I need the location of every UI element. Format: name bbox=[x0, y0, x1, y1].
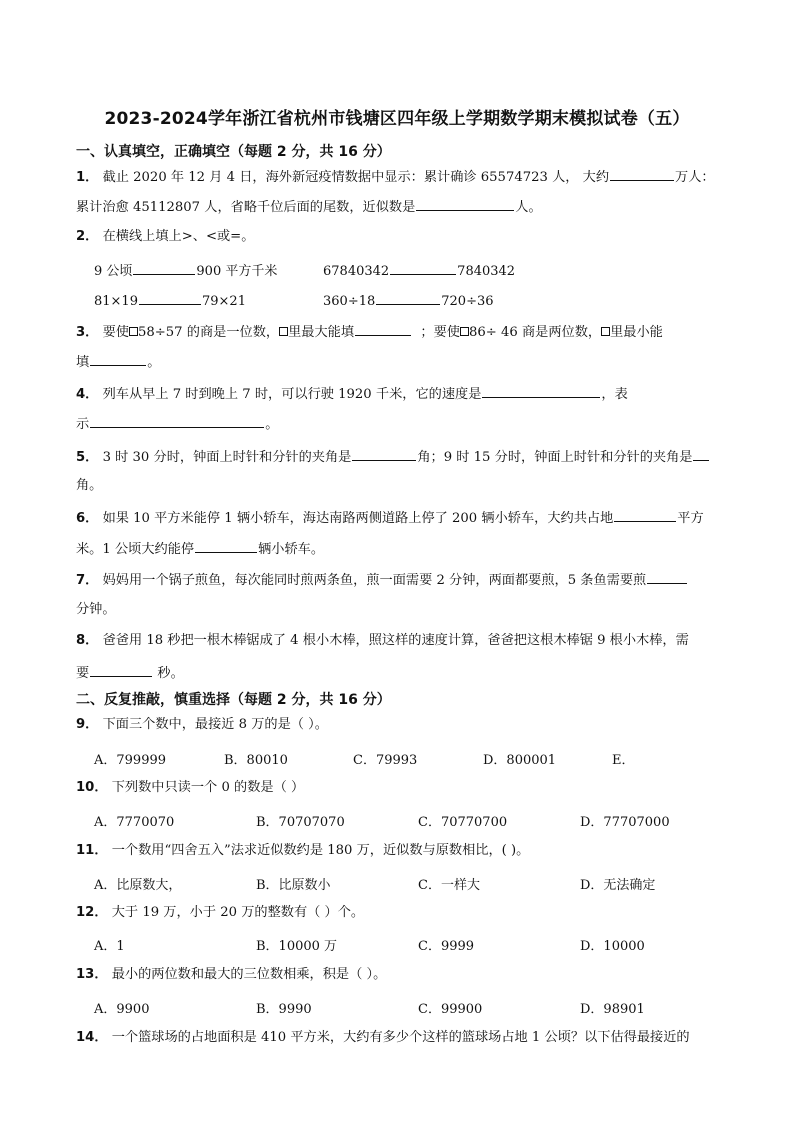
question-text: 。 bbox=[265, 417, 279, 432]
question-number: 3． bbox=[76, 325, 99, 340]
question-text: 角。 bbox=[76, 478, 103, 493]
question-5-line-2 bbox=[76, 476, 748, 496]
option-b[interactable]: B．比原数小 bbox=[256, 878, 331, 893]
question-3-line-2 bbox=[76, 351, 748, 373]
question-6-line-1 bbox=[76, 507, 748, 529]
question-7-line-2 bbox=[76, 600, 748, 620]
answer-blank[interactable] bbox=[139, 290, 201, 305]
option-e[interactable]: E． bbox=[612, 753, 635, 768]
compare-left: 67840342 bbox=[323, 264, 390, 279]
question-text: 爸爸用 18 秒把一根木棒锯成了 4 根小木棒，照这样的速度计算，爸爸把这根木棒锯 9 根小木棒，需 bbox=[102, 633, 689, 648]
question-text: 下列数中只读一个 0 的数是（ ） bbox=[111, 780, 305, 795]
question-text: 填 bbox=[76, 355, 90, 370]
option-a[interactable]: A．799999 bbox=[94, 753, 167, 768]
option-c[interactable]: C．9999 bbox=[418, 939, 475, 954]
answer-blank[interactable] bbox=[90, 351, 146, 366]
question-number: 10． bbox=[76, 780, 108, 795]
question-2-line bbox=[76, 227, 748, 247]
answer-blank[interactable] bbox=[390, 260, 456, 275]
question-text: 一个数用“四舍五入”法求近似数约是 180 万，近似数与原数相比，( )。 bbox=[111, 843, 530, 858]
answer-blank[interactable] bbox=[355, 321, 411, 336]
answer-blank[interactable] bbox=[90, 413, 264, 428]
compare-item-4 bbox=[323, 290, 494, 309]
exam-title: 2023-2024学年浙江省杭州市钱塘区四年级上学期数学期末模拟试卷（五） bbox=[104, 109, 690, 129]
question-number: 8． bbox=[76, 633, 99, 648]
question-4-line-2 bbox=[76, 413, 748, 435]
question-number: 4． bbox=[76, 387, 99, 402]
question-3-line-1 bbox=[76, 321, 748, 343]
square-box-icon bbox=[129, 327, 138, 336]
answer-blank[interactable] bbox=[647, 569, 687, 584]
question-number: 6． bbox=[76, 511, 99, 526]
square-box-icon bbox=[601, 327, 610, 336]
answer-blank[interactable] bbox=[693, 446, 709, 461]
question-number: 9． bbox=[76, 717, 99, 732]
question-text: 截止 2020 年 12 月 4 日，海外新冠疫情数据中显示：累计确诊 65574723 人， 大约 bbox=[102, 170, 610, 185]
answer-blank[interactable] bbox=[614, 507, 676, 522]
option-d[interactable]: D．800001 bbox=[483, 753, 557, 768]
answer-blank[interactable] bbox=[610, 166, 674, 181]
question-13-line bbox=[76, 965, 748, 985]
question-number: 7． bbox=[76, 573, 99, 588]
option-d[interactable]: D．10000 bbox=[580, 939, 645, 954]
question-6-line-2 bbox=[76, 538, 748, 560]
question-text: 86÷ 46 商是两位数， bbox=[468, 325, 602, 340]
compare-right: 7840342 bbox=[457, 264, 516, 279]
section-2-heading: 二、反复推敲，慎重选择（每题 2 分，共 16 分） bbox=[76, 692, 391, 708]
question-text: 要 bbox=[76, 666, 90, 681]
question-text: 下面三个数中，最接近 8 万的是（ ）。 bbox=[102, 717, 328, 732]
answer-blank[interactable] bbox=[376, 290, 440, 305]
compare-left: 81×19 bbox=[94, 294, 138, 309]
question-text: 大于 19 万，小于 20 万的整数有（ ）个。 bbox=[111, 905, 365, 920]
question-9-line bbox=[76, 715, 748, 735]
compare-left: 9 公顷 bbox=[94, 264, 133, 279]
question-text: 列车从早上 7 时到晚上 7 时，可以行驶 1920 千米，它的速度是 bbox=[102, 387, 482, 402]
answer-blank[interactable] bbox=[416, 196, 514, 211]
question-text: 最小的两位数和最大的三位数相乘，积是（ ）。 bbox=[111, 967, 387, 982]
question-text: 一个篮球场的占地面积是 410 平方米，大约有多少个这样的篮球场占地 1 公顷？以下估得最接近的 bbox=[111, 1030, 690, 1045]
question-number: 13． bbox=[76, 967, 108, 982]
question-text: 角；9 时 15 分时，钟面上时针和分针的夹角是 bbox=[417, 450, 693, 465]
question-text: 示 bbox=[76, 417, 90, 432]
square-box-icon bbox=[460, 327, 469, 336]
question-text: 要使 bbox=[102, 325, 129, 340]
answer-blank[interactable] bbox=[195, 538, 257, 553]
option-b[interactable]: B．10000 万 bbox=[256, 939, 338, 954]
question-number: 2． bbox=[76, 229, 99, 244]
question-text: 58÷57 的商是一位数， bbox=[137, 325, 280, 340]
question-text: ；要使 bbox=[420, 325, 460, 340]
compare-right: 900 平方千米 bbox=[196, 264, 278, 279]
question-text: 秒。 bbox=[157, 666, 184, 681]
question-number: 11． bbox=[76, 843, 108, 858]
question-text: 人。 bbox=[515, 200, 542, 215]
question-10-line bbox=[76, 778, 748, 798]
option-a[interactable]: A．7770070 bbox=[94, 815, 175, 830]
question-text: 如果 10 平方米能停 1 辆小轿车，海达南路两侧道路上停了 200 辆小轿车，大约共占地 bbox=[102, 511, 614, 526]
question-text: 妈妈用一个锅子煎鱼，每次能同时煎两条鱼，煎一面需要 2 分钟，两面都要煎，5 条鱼需要煎 bbox=[102, 573, 647, 588]
question-7-line-1 bbox=[76, 569, 748, 591]
option-b[interactable]: B．80010 bbox=[224, 753, 288, 768]
answer-blank[interactable] bbox=[482, 383, 600, 398]
question-1-line-2 bbox=[76, 196, 748, 218]
option-a[interactable]: A．9900 bbox=[94, 1002, 150, 1017]
compare-left: 360÷18 bbox=[323, 294, 376, 309]
question-11-line bbox=[76, 841, 748, 861]
question-text: ，表 bbox=[601, 387, 628, 402]
question-8-line-1 bbox=[76, 631, 748, 651]
question-text: 分钟。 bbox=[76, 602, 116, 617]
option-c[interactable]: C．99900 bbox=[418, 1002, 483, 1017]
question-5-line-1 bbox=[76, 446, 748, 468]
answer-blank[interactable] bbox=[90, 662, 152, 677]
question-number: 12． bbox=[76, 905, 108, 920]
compare-item-3 bbox=[94, 290, 246, 309]
section-1-heading: 一、认真填空，正确填空（每题 2 分，共 16 分） bbox=[76, 144, 391, 160]
compare-item-1 bbox=[94, 260, 277, 279]
compare-right: 79×21 bbox=[201, 294, 246, 309]
question-text: 米。1 公顷大约能停 bbox=[76, 542, 195, 557]
option-c[interactable]: C．一样大 bbox=[418, 878, 480, 893]
option-d[interactable]: D．98901 bbox=[580, 1002, 645, 1017]
question-4-line-1 bbox=[76, 383, 748, 405]
option-a[interactable]: A．1 bbox=[94, 939, 125, 954]
question-12-line bbox=[76, 903, 748, 923]
question-8-line-2 bbox=[76, 662, 748, 684]
square-box-icon bbox=[279, 327, 288, 336]
question-text: 辆小轿车。 bbox=[258, 542, 325, 557]
question-text: 平方 bbox=[677, 511, 704, 526]
question-text: 在横线上填上>、<或=。 bbox=[102, 229, 255, 244]
compare-right: 720÷36 bbox=[441, 294, 494, 309]
option-b[interactable]: B．9990 bbox=[256, 1002, 312, 1017]
option-a[interactable]: A．比原数大， bbox=[94, 878, 182, 893]
compare-item-2 bbox=[323, 260, 515, 279]
question-text: 里最小能 bbox=[610, 325, 663, 340]
option-d[interactable]: D．无法确定 bbox=[580, 878, 656, 893]
question-text: 。 bbox=[147, 355, 161, 370]
question-number: 5． bbox=[76, 450, 99, 465]
question-14-line bbox=[76, 1028, 748, 1048]
answer-blank[interactable] bbox=[133, 260, 195, 275]
question-number: 1． bbox=[76, 170, 99, 185]
option-c[interactable]: C．79993 bbox=[353, 753, 418, 768]
option-d[interactable]: D．77707000 bbox=[580, 815, 670, 830]
question-text: 3 时 30 分时，钟面上时针和分针的夹角是 bbox=[102, 450, 352, 465]
question-1-line-1 bbox=[76, 166, 748, 188]
option-c[interactable]: C．70770700 bbox=[418, 815, 508, 830]
answer-blank[interactable] bbox=[352, 446, 416, 461]
question-text: 累计治愈 45112807 人，省略千位后面的尾数，近似数是 bbox=[76, 200, 416, 215]
question-text: 里最大能填 bbox=[288, 325, 355, 340]
question-text: 万人： bbox=[675, 170, 715, 185]
option-b[interactable]: B．70707070 bbox=[256, 815, 345, 830]
question-number: 14． bbox=[76, 1030, 108, 1045]
